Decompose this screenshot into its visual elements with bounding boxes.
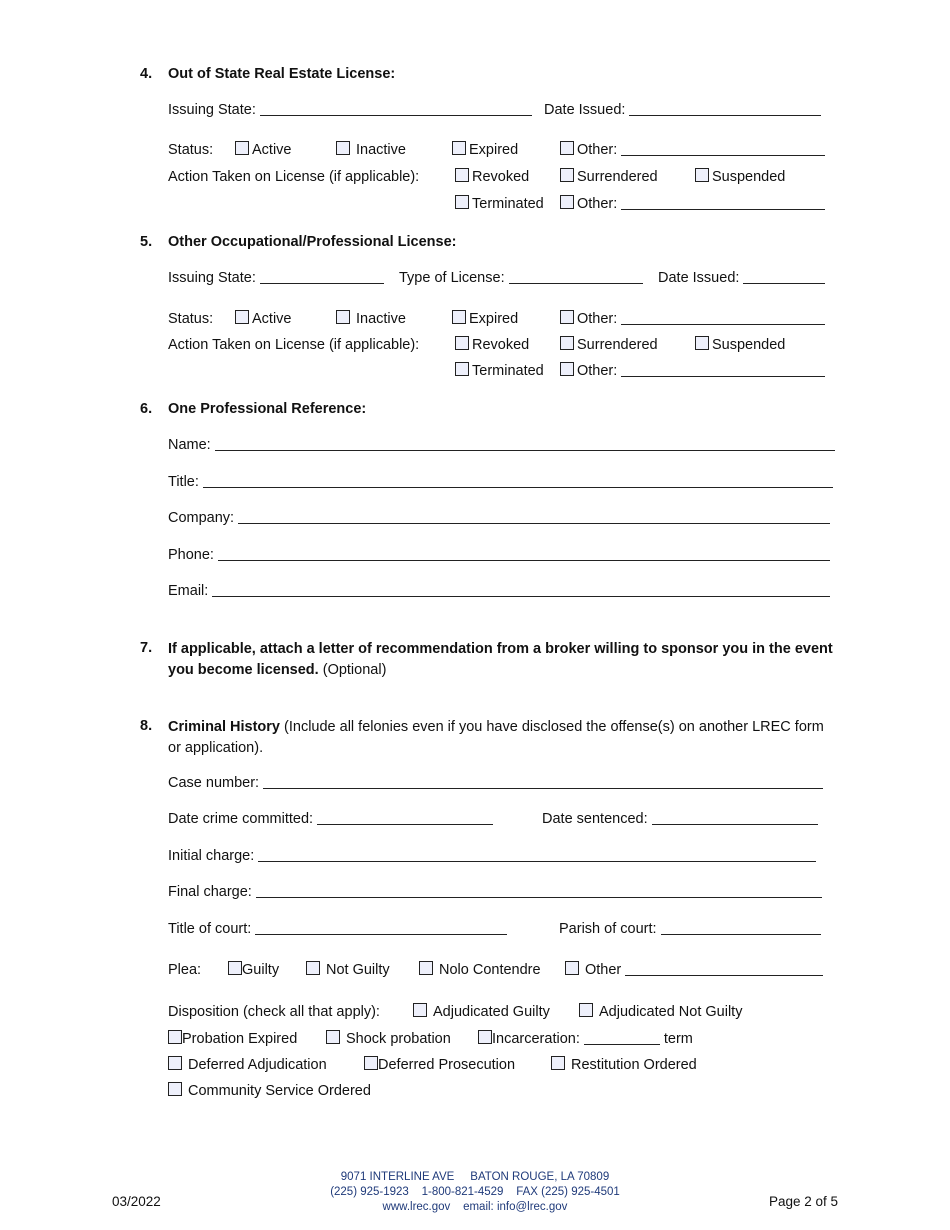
- s6-company-field[interactable]: [168, 509, 830, 527]
- s8-not-guilty-checkbox[interactable]: [306, 961, 390, 979]
- checkbox-icon[interactable]: [551, 1056, 565, 1070]
- s8-date-sentenced-label: Date sentenced:: [542, 811, 648, 827]
- checkbox-icon[interactable]: [336, 141, 350, 155]
- footer-address: 9071 INTERLINE AVE BATON ROUGE, LA 70809: [340, 1171, 610, 1183]
- s5-active-checkbox[interactable]: [235, 310, 292, 328]
- s4-expired-checkbox[interactable]: [452, 141, 518, 159]
- s4-expired-label: Expired: [469, 142, 519, 158]
- s8-guilty-label: Guilty: [242, 962, 280, 978]
- s8-case-number-field[interactable]: [168, 774, 823, 792]
- s6-email-label: Email:: [168, 583, 209, 599]
- s6-title-field[interactable]: [168, 473, 833, 491]
- s6-company-label: Company:: [168, 510, 235, 526]
- s5-surrendered-checkbox[interactable]: [560, 336, 658, 354]
- checkbox-icon[interactable]: [326, 1030, 340, 1044]
- s5-other2-checkbox[interactable]: [560, 362, 825, 380]
- s8-probation-expired-label: Probation Expired: [182, 1031, 298, 1047]
- s5-inactive-checkbox[interactable]: [336, 310, 406, 328]
- s4-other2-line[interactable]: [621, 195, 825, 210]
- checkbox-icon[interactable]: [168, 1030, 182, 1044]
- s8-term-label: term: [663, 1031, 693, 1047]
- s4-other2-checkbox[interactable]: [560, 195, 825, 213]
- s8-date-committed-line[interactable]: [317, 810, 493, 825]
- s5-other2-label: Other:: [577, 363, 618, 379]
- s8-description: (Include all felonies even if you have disclosed the offense(s) on another LREC form or application).: [168, 719, 824, 756]
- s4-date-issued-field[interactable]: [544, 101, 821, 119]
- s5-issuing-state-label: Issuing State:: [168, 270, 256, 286]
- s5-type-line[interactable]: [509, 269, 643, 284]
- s8-initial-charge-field[interactable]: [168, 847, 816, 865]
- checkbox-icon[interactable]: [560, 141, 574, 155]
- s5-inactive-label: Inactive: [356, 311, 406, 327]
- checkbox-icon[interactable]: [235, 141, 249, 155]
- s5-issuing-state-line[interactable]: [260, 269, 384, 284]
- s5-date-issued-label: Date Issued:: [658, 270, 740, 286]
- s5-action-label: Action Taken on License (if applicable):: [168, 337, 420, 353]
- section-6-title: One Professional Reference:: [168, 401, 367, 417]
- s8-case-number-line[interactable]: [263, 774, 823, 789]
- s4-date-issued-label: Date Issued:: [544, 102, 626, 118]
- s8-deferred-prosecution-checkbox[interactable]: [364, 1056, 515, 1074]
- checkbox-icon[interactable]: [168, 1082, 182, 1096]
- s4-other-line[interactable]: [621, 141, 825, 156]
- s8-shock-probation-checkbox[interactable]: [326, 1030, 451, 1048]
- section-5-number: 5.: [140, 234, 153, 250]
- s4-status-label: Status:: [168, 142, 214, 158]
- checkbox-icon[interactable]: [560, 362, 574, 376]
- s7-bold-text: If applicable, attach a letter of recommendation from a broker willing to sponsor you in the event you become licensed.: [168, 641, 833, 678]
- s8-final-charge-field[interactable]: [168, 883, 822, 901]
- s4-action-label: Action Taken on License (if applicable):: [168, 169, 420, 185]
- s5-date-issued-line[interactable]: [743, 269, 825, 284]
- section-7-number: 7.: [140, 640, 153, 656]
- s5-issuing-state-field[interactable]: [168, 269, 384, 287]
- checkbox-icon[interactable]: [419, 961, 433, 975]
- s8-other-line[interactable]: [625, 961, 823, 976]
- s6-phone-label: Phone:: [168, 547, 214, 563]
- s4-other2-label: Other:: [577, 196, 618, 212]
- checkbox-icon[interactable]: [452, 310, 466, 324]
- footer-date: 03/2022: [112, 1194, 161, 1209]
- section-5-title: Other Occupational/Professional License:: [168, 234, 457, 250]
- s8-case-number-label: Case number:: [168, 775, 260, 791]
- checkbox-icon[interactable]: [579, 1003, 593, 1017]
- s8-initial-charge-line[interactable]: [258, 847, 816, 862]
- s4-inactive-label: Inactive: [356, 142, 406, 158]
- s8-plea-label: Plea:: [168, 962, 202, 978]
- s6-title-label: Title:: [168, 474, 199, 490]
- s5-expired-label: Expired: [469, 311, 519, 327]
- s8-parish-of-court-label: Parish of court:: [559, 921, 657, 937]
- s8-adjudicated-guilty-checkbox[interactable]: [413, 1003, 550, 1021]
- s4-active-label: Active: [252, 142, 292, 158]
- s4-active-checkbox[interactable]: [235, 141, 292, 159]
- s4-issuing-state-line[interactable]: [260, 101, 532, 116]
- checkbox-icon[interactable]: [565, 961, 579, 975]
- s5-other-checkbox[interactable]: [560, 310, 825, 328]
- s8-title: Criminal History: [168, 719, 280, 735]
- s8-restitution-label: Restitution Ordered: [571, 1057, 697, 1073]
- s6-name-field[interactable]: [168, 436, 835, 454]
- s6-title-line[interactable]: [203, 473, 833, 488]
- section-8-text: [168, 717, 840, 759]
- s8-initial-charge-label: Initial charge:: [168, 848, 255, 864]
- s8-deferred-adjudication-label: Deferred Adjudication: [188, 1057, 327, 1073]
- checkbox-icon[interactable]: [235, 310, 249, 324]
- s5-type-label: Type of License:: [399, 270, 505, 286]
- checkbox-icon[interactable]: [455, 195, 469, 209]
- checkbox-icon[interactable]: [306, 961, 320, 975]
- s8-disposition-label: Disposition (check all that apply):: [168, 1004, 380, 1020]
- s8-other-checkbox[interactable]: [565, 961, 823, 979]
- s8-adjudicated-not-guilty-checkbox[interactable]: [579, 1003, 742, 1021]
- s8-parish-of-court-line[interactable]: [661, 920, 821, 935]
- checkbox-icon[interactable]: [413, 1003, 427, 1017]
- checkbox-icon[interactable]: [455, 362, 469, 376]
- s4-inactive-checkbox[interactable]: [336, 141, 406, 159]
- s7-optional: (Optional): [322, 662, 387, 678]
- checkbox-icon[interactable]: [336, 310, 350, 324]
- checkbox-icon[interactable]: [455, 168, 469, 182]
- s4-suspended-label: Suspended: [712, 169, 786, 185]
- s8-guilty-checkbox[interactable]: [228, 961, 279, 979]
- s4-revoked-checkbox[interactable]: [455, 168, 529, 186]
- s5-status-label: Status:: [168, 311, 214, 327]
- s4-date-issued-line[interactable]: [629, 101, 821, 116]
- s5-other2-line[interactable]: [621, 362, 825, 377]
- checkbox-icon[interactable]: [455, 336, 469, 350]
- checkbox-icon[interactable]: [695, 168, 709, 182]
- s5-terminated-label: Terminated: [472, 363, 544, 379]
- s5-active-label: Active: [252, 311, 292, 327]
- s5-revoked-label: Revoked: [472, 337, 530, 353]
- s5-type-of-license-field[interactable]: [399, 269, 643, 287]
- s8-other-label: Other: [585, 962, 622, 978]
- s8-deferred-adjudication-checkbox[interactable]: [168, 1056, 327, 1074]
- section-4-number: 4.: [140, 66, 153, 82]
- checkbox-icon[interactable]: [560, 195, 574, 209]
- s6-name-line[interactable]: [215, 436, 835, 451]
- checkbox-icon[interactable]: [478, 1030, 492, 1044]
- checkbox-icon[interactable]: [228, 961, 242, 975]
- footer-page-number: Page 2 of 5: [769, 1194, 839, 1209]
- s4-other-label: Other:: [577, 142, 618, 158]
- checkbox-icon[interactable]: [452, 141, 466, 155]
- section-8-number: 8.: [140, 718, 153, 734]
- s8-date-sentenced-field[interactable]: [542, 810, 818, 828]
- s8-title-of-court-label: Title of court:: [168, 921, 252, 937]
- s5-suspended-checkbox[interactable]: [695, 336, 785, 354]
- footer-web: www.lrec.gov email: info@lrec.gov: [382, 1201, 568, 1213]
- s8-probation-expired-checkbox[interactable]: [168, 1030, 297, 1048]
- s8-restitution-checkbox[interactable]: [551, 1056, 697, 1074]
- s8-date-sentenced-line[interactable]: [652, 810, 818, 825]
- s8-adjudicated-guilty-label: Adjudicated Guilty: [433, 1004, 550, 1020]
- s8-adjudicated-not-guilty-label: Adjudicated Not Guilty: [599, 1004, 743, 1020]
- section-4-title: Out of State Real Estate License:: [168, 66, 396, 82]
- s4-issuing-state-label: Issuing State:: [168, 102, 256, 118]
- s8-community-service-label: Community Service Ordered: [188, 1083, 371, 1099]
- s4-surrendered-label: Surrendered: [577, 169, 658, 185]
- checkbox-icon[interactable]: [364, 1056, 378, 1070]
- s6-email-line[interactable]: [212, 582, 830, 597]
- s8-parish-of-court-field[interactable]: [559, 920, 821, 938]
- s5-other-label: Other:: [577, 311, 618, 327]
- s8-title-of-court-line[interactable]: [255, 920, 507, 935]
- s4-surrendered-checkbox[interactable]: [560, 168, 658, 186]
- s8-title-of-court-field[interactable]: [168, 920, 507, 938]
- s5-terminated-checkbox[interactable]: [455, 362, 544, 380]
- s8-deferred-prosecution-label: Deferred Prosecution: [378, 1057, 516, 1073]
- s5-expired-checkbox[interactable]: [452, 310, 518, 328]
- checkbox-icon[interactable]: [560, 168, 574, 182]
- s5-surrendered-label: Surrendered: [577, 337, 658, 353]
- s8-community-service-checkbox[interactable]: [168, 1082, 371, 1100]
- checkbox-icon[interactable]: [560, 310, 574, 324]
- s8-incarceration-checkbox[interactable]: [478, 1030, 693, 1048]
- s4-issuing-state-field[interactable]: [168, 101, 532, 119]
- s8-incarceration-line[interactable]: [584, 1030, 660, 1045]
- section-7-text: [168, 639, 840, 681]
- s8-incarceration-label: Incarceration:: [492, 1031, 580, 1047]
- s6-email-field[interactable]: [168, 582, 830, 600]
- s8-nolo-checkbox[interactable]: [419, 961, 541, 979]
- section-6-number: 6.: [140, 401, 153, 417]
- s4-terminated-checkbox[interactable]: [455, 195, 544, 213]
- s4-terminated-label: Terminated: [472, 196, 544, 212]
- footer-phones: (225) 925-1923 1-800-821-4529 FAX (225) 925-4501: [330, 1186, 620, 1198]
- s8-date-committed-field[interactable]: [168, 810, 493, 828]
- s5-date-issued-field[interactable]: [658, 269, 825, 287]
- s8-not-guilty-label: Not Guilty: [326, 962, 390, 978]
- checkbox-icon[interactable]: [695, 336, 709, 350]
- s8-shock-probation-label: Shock probation: [346, 1031, 451, 1047]
- s4-suspended-checkbox[interactable]: [695, 168, 785, 186]
- s8-final-charge-line[interactable]: [256, 883, 822, 898]
- s8-nolo-label: Nolo Contendre: [439, 962, 541, 978]
- s6-phone-line[interactable]: [218, 546, 830, 561]
- s8-final-charge-label: Final charge:: [168, 884, 252, 900]
- s4-other-checkbox[interactable]: [560, 141, 825, 159]
- s6-name-label: Name:: [168, 437, 211, 453]
- s4-revoked-label: Revoked: [472, 169, 530, 185]
- s5-revoked-checkbox[interactable]: [455, 336, 529, 354]
- s5-other-line[interactable]: [621, 310, 825, 325]
- checkbox-icon[interactable]: [560, 336, 574, 350]
- s6-company-line[interactable]: [238, 509, 830, 524]
- s6-phone-field[interactable]: [168, 546, 830, 564]
- s5-suspended-label: Suspended: [712, 337, 786, 353]
- s8-date-committed-label: Date crime committed:: [168, 811, 314, 827]
- checkbox-icon[interactable]: [168, 1056, 182, 1070]
